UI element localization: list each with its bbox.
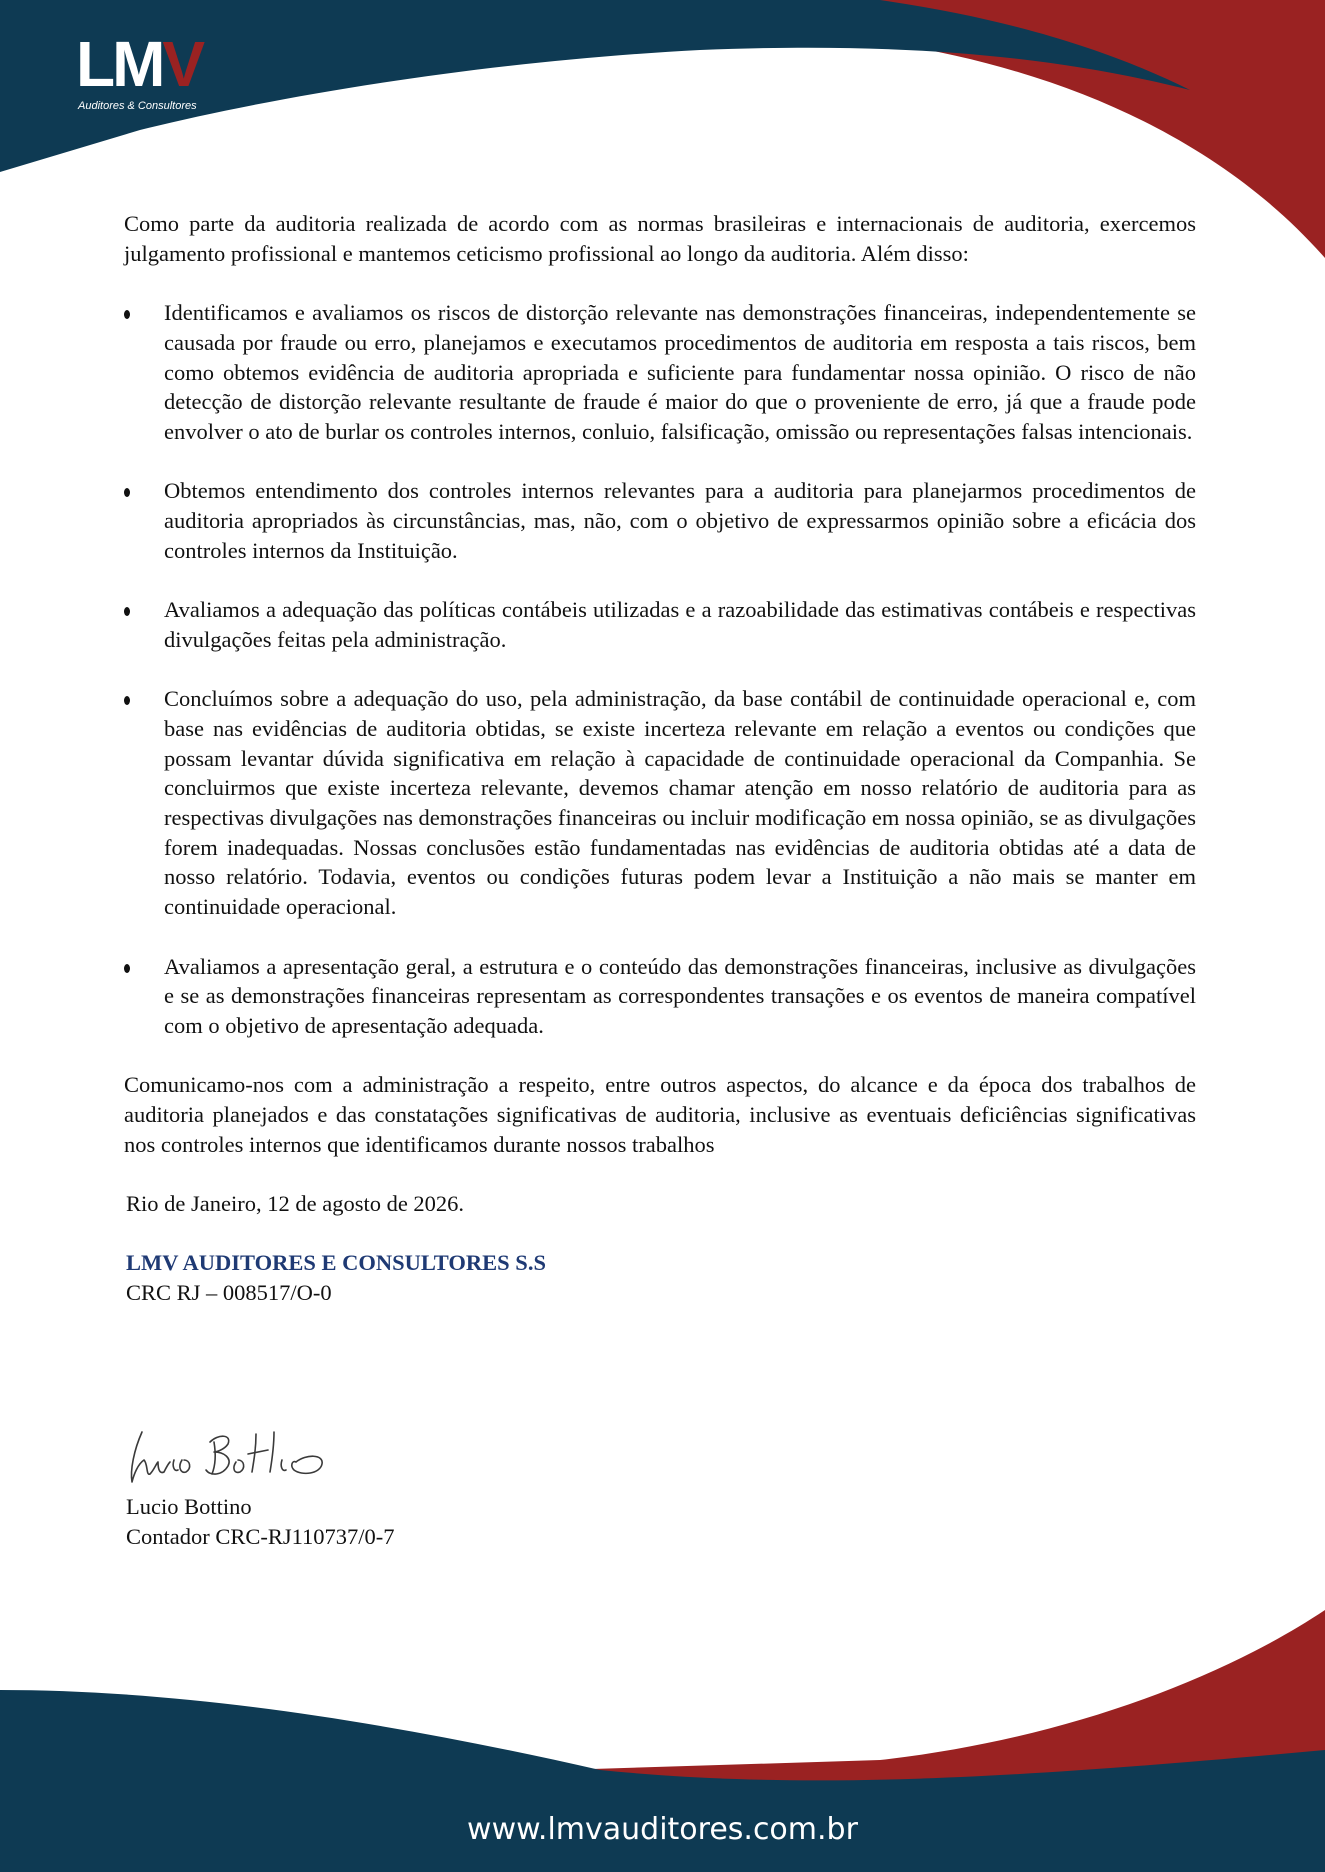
bullet-dot-icon	[124, 964, 130, 973]
bullet-item	[124, 476, 1196, 565]
logo-tagline: Auditores & Consultores	[78, 100, 197, 112]
signer-name: Lucio Bottino	[126, 1494, 252, 1519]
bullet-dot-icon	[124, 696, 130, 705]
bullet-dot-icon	[124, 488, 130, 497]
signer-title: Contador CRC-RJ110737/0-7	[126, 1523, 395, 1549]
closing-paragraph: Comunicamo-nos com a administração a respeito, entre outros aspectos, do alcance e da época dos trabalhos de auditoria planejados e das constatações significativas de auditoria, inclusive as eventuais deficiências significativas nos controles internos que identificamos durante nossos trabalhos	[124, 1072, 1196, 1157]
bullet-text: Identificamos e avaliamos os riscos de distorção relevante nas demonstrações financeiras, independentemente se causada por fraude ou erro, planejamos e executamos procedimentos de auditoria em resposta a tais riscos, bem como obtemos evidência de auditoria apropriada e suficiente para fundamentar nossa opinião. O risco de não detecção de distorção relevante resultante de fraude é maior do que o proveniente de erro, já que a fraude pode envolver o ato de burlar os controles internos, conluio, falsificação, omissão ou representações falsas intencionais.	[164, 300, 1196, 444]
bullet-item	[124, 684, 1196, 922]
handwritten-signature	[124, 1420, 364, 1490]
letter-body	[124, 209, 1196, 1308]
company-logo	[76, 28, 226, 116]
bullet-text: Concluímos sobre a adequação do uso, pela administração, da base contábil de continuidade operacional e, com base nas evidências de auditoria obtidas, se existe incerteza relevante em relação a eventos ou condições que possam levantar dúvida significativa em relação à capacidade de continuidade operacional da Companhia. Se concluirmos que existe incerteza relevante, devemos chamar atenção em nosso relatório de auditoria para as respectivas divulgações nas demonstrações financeiras ou incluir modificação em nossa opinião, se as divulgações forem inadequadas. Nossas conclusões estão fundamentadas nas evidências de auditoria obtidas até a data de nosso relatório. Todavia, eventos ou condições futuras podem levar a Instituição a não mais se manter em continuidade operacional.	[164, 686, 1196, 920]
bullet-text: Avaliamos a adequação das políticas contábeis utilizadas e a razoabilidade das estimativas contábeis e respectivas divulgações feitas pela administração.	[164, 597, 1196, 652]
bullet-dot-icon	[124, 310, 130, 319]
bullet-dot-icon	[124, 607, 130, 616]
bullet-text: Avaliamos a apresentação geral, a estrutura e o conteúdo das demonstrações financeiras, inclusive as divulgações e se as demonstrações financeiras representam as correspondentes transações e os eventos de maneira compatível com o objetivo de apresentação adequada.	[164, 953, 1196, 1038]
firm-name: LMV AUDITORES E CONSULTORES S.S	[126, 1250, 546, 1276]
firm-crc: CRC RJ – 008517/O-0	[126, 1280, 332, 1306]
signer-block	[126, 1492, 395, 1551]
date-line: Rio de Janeiro, 12 de agosto de 2026.	[126, 1191, 465, 1217]
bullet-item	[124, 952, 1196, 1041]
logo-mark: LMV	[76, 28, 203, 100]
bullet-item	[124, 298, 1196, 447]
intro-paragraph: Como parte da auditoria realizada de acordo com as normas brasileiras e internacionais de auditoria, exercemos julgamento profissional e mantemos ceticismo profissional ao longo da auditoria. Além disso:	[124, 211, 1196, 266]
website-url[interactable]: www.lmvauditores.com.br	[467, 1812, 858, 1847]
bullet-item	[124, 595, 1196, 654]
bullet-text: Obtemos entendimento dos controles internos relevantes para a auditoria para planejarmos procedimentos de auditoria apropriados às circunstâncias, mas, não, com o objetivo de expressarmos opinião sobre a eficácia dos controles internos da Instituição.	[164, 478, 1196, 563]
